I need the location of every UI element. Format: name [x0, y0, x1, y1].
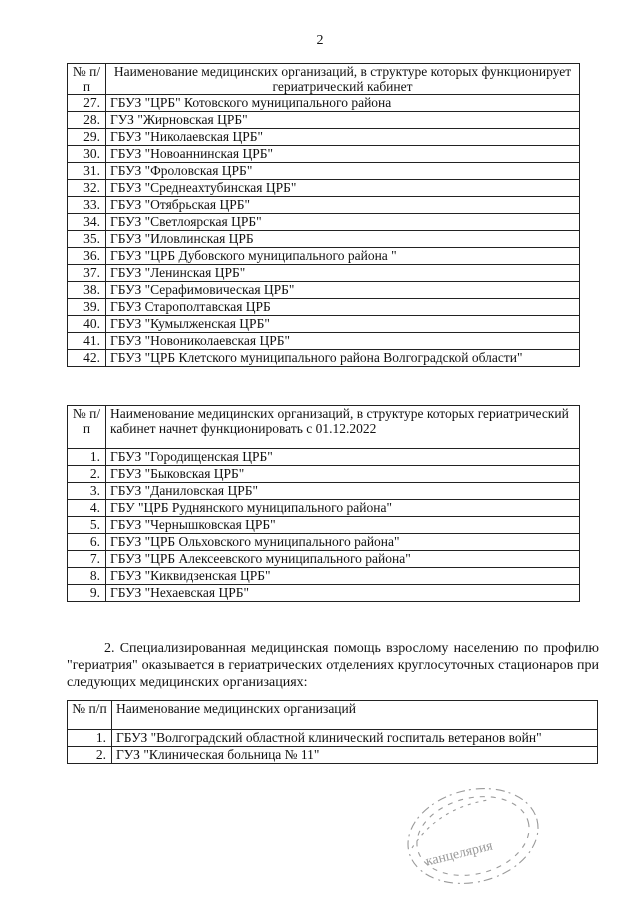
table-header-row [68, 406, 580, 449]
table-new-geriatric-offices [67, 405, 580, 602]
organization-name: ГБУЗ "Волгоградский областной клинический госпиталь ветеранов войн" [112, 730, 598, 747]
table-row [68, 568, 580, 585]
row-number: 30. [68, 146, 106, 163]
column-header-name: Наименование медицинских организаций, в структуре которых функционирует гериатрический кабинет [106, 64, 580, 95]
row-number: 38. [68, 282, 106, 299]
organization-name: ГБУЗ "Киквидзенская ЦРБ" [106, 568, 580, 585]
table-row [68, 95, 580, 112]
row-number: 39. [68, 299, 106, 316]
table-row [68, 333, 580, 350]
row-number: 8. [68, 568, 106, 585]
row-number: 34. [68, 214, 106, 231]
column-header-number: № п/п [68, 701, 112, 730]
office-stamp [398, 778, 548, 890]
row-number: 7. [68, 551, 106, 568]
row-number: 27. [68, 95, 106, 112]
table-row [68, 551, 580, 568]
table-row [68, 265, 580, 282]
organization-name: ГБУЗ "Быковская ЦРБ" [106, 466, 580, 483]
organization-name: ГБУЗ "Светлоярская ЦРБ" [106, 214, 580, 231]
row-number: 35. [68, 231, 106, 248]
table-row [68, 214, 580, 231]
organization-name: ГБУЗ "Даниловская ЦРБ" [106, 483, 580, 500]
table-row [68, 517, 580, 534]
organization-name: ГБУ "ЦРБ Руднянского муниципального района" [106, 500, 580, 517]
row-number: 32. [68, 180, 106, 197]
organization-name: ГУЗ "Клиническая больница № 11" [112, 747, 598, 764]
organization-name: ГБУЗ "Новоаннинская ЦРБ" [106, 146, 580, 163]
table-row [68, 316, 580, 333]
table-row [68, 449, 580, 466]
organization-name: ГБУЗ "Иловлинская ЦРБ [106, 231, 580, 248]
organization-name: ГБУЗ "Ленинская ЦРБ" [106, 265, 580, 282]
row-number: 36. [68, 248, 106, 265]
organization-name: ГБУЗ "Городищенская ЦРБ" [106, 449, 580, 466]
table-row [68, 248, 580, 265]
organization-name: ГБУЗ "ЦРБ" Котовского муниципального района [106, 95, 580, 112]
table-row [68, 197, 580, 214]
organization-name: ГБУЗ "Отябрьская ЦРБ" [106, 197, 580, 214]
table-row [68, 350, 580, 367]
row-number: 28. [68, 112, 106, 129]
column-header-name: Наименование медицинских организаций [112, 701, 598, 730]
svg-text:канцелярия: канцелярия [424, 838, 495, 870]
row-number: 29. [68, 129, 106, 146]
specialized-care-paragraph: 2. Специализированная медицинская помощь взрослому населению по профилю "гериатрия" оказывается в гериатрических отделениях круглосуточных стационаров при следующих медицинских организациях: [67, 641, 599, 690]
row-number: 42. [68, 350, 106, 367]
organization-name: ГБУЗ "Новониколаевская ЦРБ" [106, 333, 580, 350]
organization-name: ГБУЗ "ЦРБ Дубовского муниципального района " [106, 248, 580, 265]
table-row [68, 129, 580, 146]
table-existing-geriatric-offices [67, 63, 580, 367]
organization-name: ГБУЗ "Серафимовическая ЦРБ" [106, 282, 580, 299]
organization-name: ГУЗ "Жирновская ЦРБ" [106, 112, 580, 129]
table-row [68, 466, 580, 483]
organization-name: ГБУЗ "Среднеахтубинская ЦРБ" [106, 180, 580, 197]
table-row [68, 747, 598, 764]
organization-name: ГБУЗ "Кумылженская ЦРБ" [106, 316, 580, 333]
row-number: 37. [68, 265, 106, 282]
table-row [68, 163, 580, 180]
organization-name: ГБУЗ "ЦРБ Клетского муниципального района Волгоградской области" [106, 350, 580, 367]
row-number: 3. [68, 483, 106, 500]
organization-name: ГБУЗ Старополтавская ЦРБ [106, 299, 580, 316]
table-row [68, 282, 580, 299]
column-header-number: № п/п [68, 406, 106, 449]
table-row [68, 585, 580, 602]
table-row [68, 231, 580, 248]
row-number: 1. [68, 449, 106, 466]
page-number: 2 [316, 33, 324, 48]
column-header-name: Наименование медицинских организаций, в структуре которых гериатрический кабинет начнет функционировать с 01.12.2022 [106, 406, 580, 449]
table-row [68, 534, 580, 551]
organization-name: ГБУЗ "Николаевская ЦРБ" [106, 129, 580, 146]
table-row [68, 730, 598, 747]
table-row [68, 299, 580, 316]
organization-name: ГБУЗ "Фроловская ЦРБ" [106, 163, 580, 180]
row-number: 9. [68, 585, 106, 602]
organization-name: ГБУЗ "ЦРБ Ольховского муниципального района" [106, 534, 580, 551]
table-header-row [68, 64, 580, 95]
table-row [68, 112, 580, 129]
table-row [68, 483, 580, 500]
row-number: 2. [68, 747, 112, 764]
row-number: 5. [68, 517, 106, 534]
table-row [68, 146, 580, 163]
table-inpatient-geriatric-departments [67, 700, 598, 764]
table-header-row [68, 701, 598, 730]
row-number: 31. [68, 163, 106, 180]
row-number: 4. [68, 500, 106, 517]
organization-name: ГБУЗ "Чернышковская ЦРБ" [106, 517, 580, 534]
row-number: 1. [68, 730, 112, 747]
table-row [68, 180, 580, 197]
table-row [68, 500, 580, 517]
organization-name: ГБУЗ "Нехаевская ЦРБ" [106, 585, 580, 602]
row-number: 40. [68, 316, 106, 333]
row-number: 41. [68, 333, 106, 350]
column-header-number: № п/п [68, 64, 106, 95]
row-number: 2. [68, 466, 106, 483]
row-number: 33. [68, 197, 106, 214]
organization-name: ГБУЗ "ЦРБ Алексеевского муниципального района" [106, 551, 580, 568]
row-number: 6. [68, 534, 106, 551]
